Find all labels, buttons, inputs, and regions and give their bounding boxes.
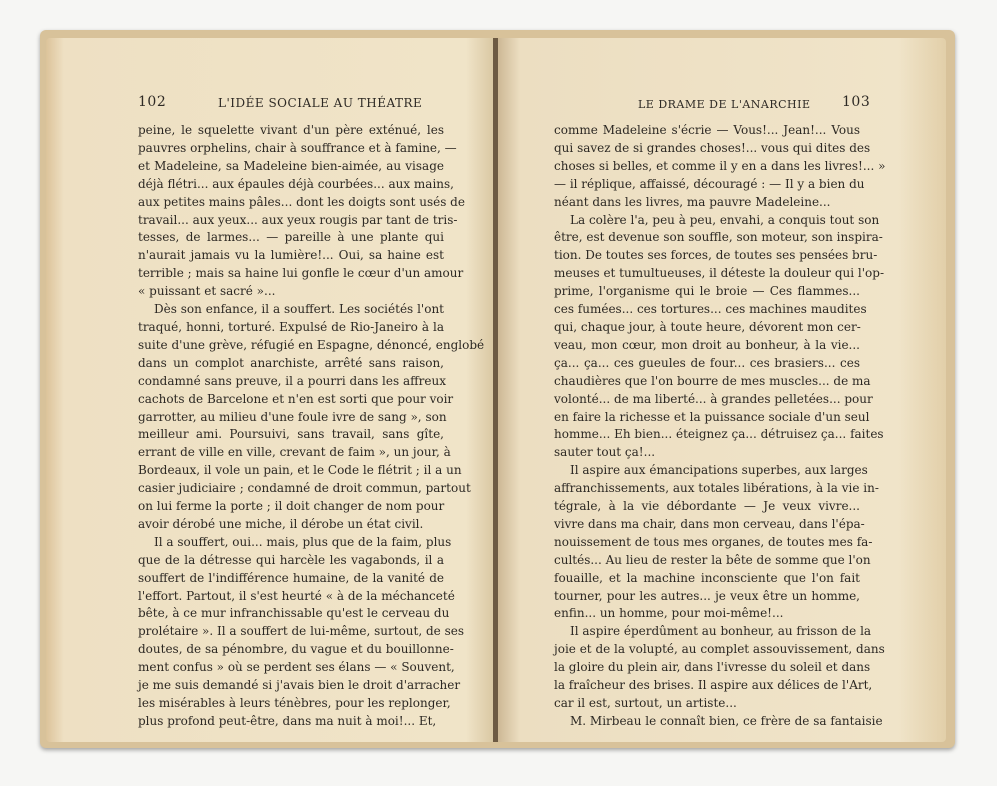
text-line: Bordeaux, il vole un pain, et le Code le flétrit ; il a un <box>138 463 462 478</box>
text-line: La colère l'a, peu à peu, envahi, a conquis tout son <box>570 212 880 227</box>
text-line: néant dans les livres, ma pauvre Madeleine... <box>554 194 831 209</box>
text-line: n'aurait jamais vu la lumière!... Oui, sa haine est <box>138 248 444 263</box>
text-line: aux petites mains pâles... dont les doigts sont usés de <box>138 194 465 209</box>
text-line: avoir dérobé une miche, il dérobe un état civil. <box>138 516 424 531</box>
text-line: Il aspire éperdûment au bonheur, au frisson de la <box>570 624 872 639</box>
text-line: pauvres orphelins, chair à souffrance et à famine, — <box>138 140 457 155</box>
text-line: ment confus » où se perdent ses élans — « Souvent, <box>138 660 455 675</box>
text-line: ça... ça... ces gueules de four... ces brasiers... ces <box>554 355 860 370</box>
text-line: prolétaire ». Il a souffert de lui-même, surtout, de ses <box>138 624 465 639</box>
text-line: M. Mirbeau le connaît bien, ce frère de sa fantaisie <box>570 713 883 728</box>
text-line: — il réplique, affaissé, découragé : — Il y a bien du <box>554 176 865 191</box>
text-line: tesses, de larmes... — pareille à une plante qui <box>138 230 444 245</box>
text-line: la fraîcheur des brises. Il aspire aux délices de l'Art, <box>554 678 873 693</box>
text-line: « puissant et sacré »... <box>138 284 276 299</box>
text-line: choses si belles, et comme il y en a dans les livres!... » <box>554 158 886 173</box>
text-line: sauter tout ça!... <box>554 445 656 460</box>
text-line: peine, le squelette vivant d'un père exténué, les <box>138 123 444 137</box>
right-page-number: 103 <box>842 94 871 110</box>
open-book <box>40 30 955 748</box>
text-line: les misérables à leurs ténèbres, pour les replonger, <box>138 696 451 710</box>
text-line: qui, chaque jour, à toute heure, dévorent mon cer- <box>554 319 861 334</box>
text-line: on lui ferme la porte ; il doit changer de nom pour <box>138 499 445 514</box>
text-line: cachots de Barcelone et n'en est sorti que pour voir <box>138 391 454 406</box>
text-line: casier judiciaire ; condamné de droit commun, partout <box>138 481 471 496</box>
left-running-head: L'IDÉE SOCIALE AU THÉATRE <box>218 96 423 110</box>
text-line: traqué, honni, torturé. Expulsé de Rio-Janeiro à la <box>138 319 444 334</box>
text-line: affranchissements, aux totales libérations, à la vie in- <box>554 481 879 496</box>
left-page <box>46 38 494 742</box>
right-body-text <box>554 122 886 731</box>
text-line: bête, à ce mur infranchissable qu'est le cerveau du <box>138 606 450 621</box>
text-line: souffert de l'indifférence humaine, de la vanité de <box>138 570 444 585</box>
text-line: travail... aux yeux... aux yeux rougis par tant de tris- <box>138 212 458 227</box>
text-line: prime, l'organisme qui le broie — Ces flammes... <box>554 284 860 299</box>
text-line: Dès son enfance, il a souffert. Les sociétés l'ont <box>154 302 444 317</box>
text-line: l'effort. Partout, il s'est heurté « à de la méchanceté <box>138 588 455 603</box>
text-line: cultés... Au lieu de rester la bête de somme que l'on <box>554 552 871 567</box>
text-line: veau, mon cœur, mon droit au bonheur, à la vie... <box>554 337 860 352</box>
text-line: errant de ville en ville, crevant de faim », un jour, à <box>138 445 451 460</box>
text-line: car il est, surtout, un artiste... <box>554 696 737 710</box>
text-line: suite d'une grève, réfugié en Espagne, dénoncé, englobé <box>138 337 485 352</box>
text-line: ces fumées... ces tortures... ces machines maudites <box>554 302 867 317</box>
text-line: plus profond peut-être, dans ma nuit à moi!... Et, <box>138 713 437 728</box>
text-line: Il aspire aux émancipations superbes, aux larges <box>570 463 868 478</box>
text-line: déjà flétri... aux épaules déjà courbées... aux mains, <box>138 176 454 191</box>
text-line: meilleur ami. Poursuivi, sans travail, sans gîte, <box>138 427 444 442</box>
text-line: en faire la richesse et la puissance sociale d'un seul <box>554 409 870 424</box>
text-line: homme... Eh bien... éteignez ça... détruisez ça... faites <box>554 427 884 442</box>
text-line: je me suis demandé si j'avais bien le droit d'arracher <box>138 678 461 693</box>
text-line: comme Madeleine s'écrie — Vous!... Jean!... Vous <box>554 123 860 137</box>
text-line: dans un complot anarchiste, arrêté sans raison, <box>138 355 444 370</box>
text-line: terrible ; mais sa haine lui gonfle le cœur d'un amour <box>138 266 464 281</box>
text-line: doutes, de sa pénombre, du vague et du bouillonne- <box>138 642 454 657</box>
text-line: la gloire du plein air, dans l'ivresse du soleil et dans <box>554 660 871 675</box>
left-body-text <box>138 122 485 731</box>
text-line: tourner, pour les autres... je veux être un homme, <box>554 588 860 603</box>
text-line: qui savez de si grandes choses!... vous qui dites des <box>554 140 871 155</box>
text-line: chaudières que l'on bourre de mes muscles... de ma <box>554 373 871 388</box>
text-line: vivre dans ma chair, dans mon cerveau, dans l'épa- <box>554 516 865 531</box>
text-line: joie et de la volupté, au complet assouvissement, dans <box>554 642 885 657</box>
text-line: meuses et tumultueuses, il déteste la douleur qui l'op- <box>554 266 885 281</box>
text-line: Il a souffert, oui... mais, plus que de la faim, plus <box>154 534 452 549</box>
text-line: tégrale, à la vie débordante — Je veux vivre... <box>554 499 860 514</box>
text-line: être, est devenue son souffle, son moteur, son inspira- <box>554 230 883 245</box>
right-page <box>498 38 946 742</box>
text-line: garrotter, au milieu d'une foule ivre de sang », son <box>138 409 447 424</box>
text-line: et Madeleine, sa Madeleine bien-aimée, au visage <box>138 158 444 173</box>
right-running-head: LE DRAME DE L'ANARCHIE <box>638 98 811 111</box>
text-line: que de la détresse qui harcèle les vagabonds, il a <box>138 552 444 567</box>
text-line: condamné sans preuve, il a pourri dans les affreux <box>138 373 446 388</box>
text-line: fouaille, et la machine inconsciente que l'on fait <box>554 570 860 585</box>
text-line: tion. De toutes ses forces, de toutes ses pensées bru- <box>554 248 878 263</box>
left-page-number: 102 <box>138 94 167 110</box>
text-line: nouissement de tous mes organes, de toutes mes fa- <box>554 534 873 549</box>
text-line: volonté... de ma liberté... à grandes pelletées... pour <box>554 391 873 406</box>
text-line: enfin... un homme, pour moi-même!... <box>554 606 784 621</box>
